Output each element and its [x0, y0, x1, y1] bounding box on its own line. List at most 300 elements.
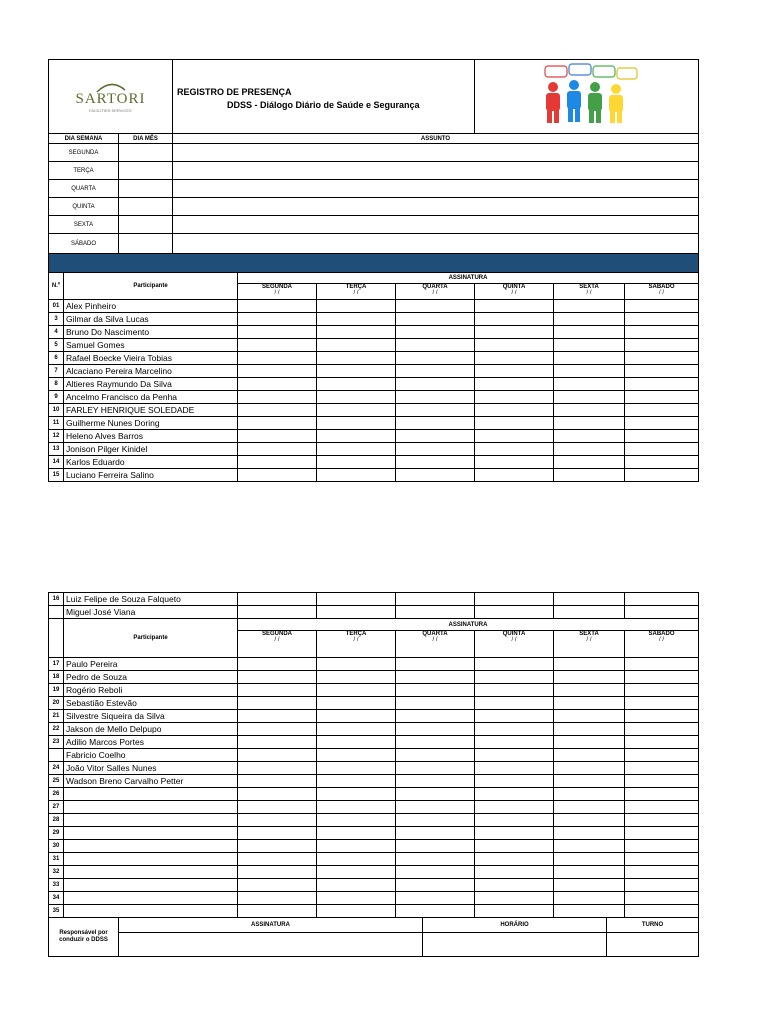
signature-cell[interactable] [238, 352, 317, 365]
signature-cell[interactable] [475, 814, 554, 827]
signature-cell[interactable] [396, 788, 475, 801]
signature-cell[interactable] [238, 365, 317, 378]
table-row [49, 658, 699, 671]
participant-name: Miguel José Viana [64, 606, 238, 619]
signature-cell[interactable] [475, 827, 554, 840]
signature-cell[interactable] [554, 905, 625, 918]
signature-cell[interactable] [317, 391, 396, 404]
signature-cell[interactable] [238, 339, 317, 352]
signature-cell[interactable] [625, 788, 699, 801]
signature-cell[interactable] [475, 326, 554, 339]
signature-cell[interactable] [475, 456, 554, 469]
signature-cell[interactable] [317, 723, 396, 736]
signature-cell[interactable] [238, 697, 317, 710]
signature-cell[interactable] [317, 684, 396, 697]
signature-cell[interactable] [238, 456, 317, 469]
signature-cell[interactable] [238, 749, 317, 762]
signature-cell[interactable] [475, 339, 554, 352]
signature-cell[interactable] [396, 313, 475, 326]
signature-cell[interactable] [238, 736, 317, 749]
title-cell [173, 60, 475, 134]
date-input[interactable] [119, 216, 173, 234]
signature-cell[interactable] [625, 879, 699, 892]
footer-time-input[interactable] [423, 933, 607, 957]
day-name: SÁBADO [648, 631, 675, 637]
signature-cell[interactable] [396, 365, 475, 378]
signature-cell[interactable] [238, 866, 317, 879]
logo-text: SARTORI [75, 91, 146, 107]
signature-cell[interactable] [625, 905, 699, 918]
signature-cell[interactable] [475, 684, 554, 697]
date-slash: / / [511, 290, 517, 296]
signature-cell[interactable] [317, 905, 396, 918]
signature-cell[interactable] [625, 762, 699, 775]
signature-cell[interactable] [625, 723, 699, 736]
signature-cell[interactable] [238, 658, 317, 671]
signature-cell[interactable] [625, 378, 699, 391]
signature-cell[interactable] [475, 866, 554, 879]
signature-cell[interactable] [317, 313, 396, 326]
table-row [49, 606, 699, 619]
signature-cell[interactable] [317, 853, 396, 866]
signature-cell[interactable] [317, 697, 396, 710]
signature-cell[interactable] [475, 671, 554, 684]
signature-cell[interactable] [625, 866, 699, 879]
signature-cell[interactable] [625, 365, 699, 378]
attendance-table-1 [48, 272, 699, 482]
signature-cell[interactable] [625, 593, 699, 606]
signature-cell[interactable] [396, 814, 475, 827]
signature-cell[interactable] [317, 300, 396, 313]
signature-cell[interactable] [238, 443, 317, 456]
signature-cell[interactable] [554, 365, 625, 378]
signature-cell[interactable] [475, 788, 554, 801]
date-input[interactable] [119, 234, 173, 254]
signature-cell[interactable] [396, 443, 475, 456]
signature-cell[interactable] [625, 827, 699, 840]
day-column-header [625, 284, 699, 300]
signature-cell[interactable] [238, 326, 317, 339]
signature-cell[interactable] [396, 378, 475, 391]
row-number: 4 [49, 326, 64, 339]
row-number [49, 606, 64, 619]
signature-cell[interactable] [554, 404, 625, 417]
signature-cell[interactable] [475, 840, 554, 853]
signature-cell[interactable] [396, 391, 475, 404]
signature-cell[interactable] [625, 710, 699, 723]
signature-cell[interactable] [554, 749, 625, 762]
signature-cell[interactable] [396, 593, 475, 606]
signature-cell[interactable] [238, 892, 317, 905]
signature-cell[interactable] [317, 827, 396, 840]
row-number: 7 [49, 365, 64, 378]
row-number: 3 [49, 313, 64, 326]
signature-cell[interactable] [554, 469, 625, 482]
table-row [49, 801, 699, 814]
signature-cell[interactable] [396, 866, 475, 879]
signature-cell[interactable] [554, 697, 625, 710]
signature-cell[interactable] [317, 606, 396, 619]
day-name: SEXTA [579, 284, 599, 290]
signature-cell[interactable] [625, 606, 699, 619]
signature-cell[interactable] [554, 736, 625, 749]
signature-cell[interactable] [475, 853, 554, 866]
table-row [49, 456, 699, 469]
signature-cell[interactable] [396, 697, 475, 710]
signature-cell[interactable] [475, 775, 554, 788]
signature-cell[interactable] [475, 606, 554, 619]
signature-cell[interactable] [317, 593, 396, 606]
signature-cell[interactable] [625, 313, 699, 326]
signature-cell[interactable] [396, 606, 475, 619]
signature-cell[interactable] [317, 879, 396, 892]
footer-signature-input[interactable] [119, 933, 423, 957]
date-input[interactable] [119, 198, 173, 216]
participant-name: Adilio Marcos Portes [64, 736, 238, 749]
signature-cell[interactable] [554, 352, 625, 365]
signature-cell[interactable] [396, 658, 475, 671]
subject-input[interactable] [173, 144, 699, 162]
attendance-table-2 [48, 592, 699, 918]
signature-cell[interactable] [554, 326, 625, 339]
signature-cell[interactable] [396, 723, 475, 736]
signature-cell[interactable] [238, 853, 317, 866]
signature-cell[interactable] [475, 378, 554, 391]
date-input[interactable] [119, 162, 173, 180]
signature-cell[interactable] [238, 723, 317, 736]
signature-cell[interactable] [475, 879, 554, 892]
signature-cell[interactable] [317, 365, 396, 378]
signature-cell[interactable] [475, 352, 554, 365]
day-column-header [554, 284, 625, 300]
signature-cell[interactable] [475, 469, 554, 482]
signature-cell[interactable] [317, 892, 396, 905]
signature-cell[interactable] [625, 339, 699, 352]
table-row [49, 736, 699, 749]
signature-cell[interactable] [317, 814, 396, 827]
signature-cell[interactable] [554, 378, 625, 391]
signature-cell[interactable] [317, 339, 396, 352]
signature-cell[interactable] [475, 313, 554, 326]
signature-cell[interactable] [317, 775, 396, 788]
signature-cell[interactable] [554, 606, 625, 619]
signature-cell[interactable] [238, 801, 317, 814]
signature-cell[interactable] [625, 443, 699, 456]
row-number: 25 [49, 775, 64, 788]
signature-cell[interactable] [238, 762, 317, 775]
signature-cell[interactable] [554, 593, 625, 606]
row-number: 21 [49, 710, 64, 723]
signature-cell[interactable] [317, 710, 396, 723]
signature-cell[interactable] [317, 469, 396, 482]
signature-cell[interactable] [475, 736, 554, 749]
signature-cell[interactable] [238, 879, 317, 892]
signature-cell[interactable] [317, 378, 396, 391]
signature-cell[interactable] [396, 404, 475, 417]
signature-cell[interactable] [396, 892, 475, 905]
signature-cell[interactable] [625, 326, 699, 339]
signature-cell[interactable] [238, 593, 317, 606]
signature-cell[interactable] [475, 430, 554, 443]
participant-name [64, 840, 238, 853]
participant-name: Samuel Gomes [64, 339, 238, 352]
participant-name [64, 801, 238, 814]
signature-cell[interactable] [238, 404, 317, 417]
signature-cell[interactable] [396, 801, 475, 814]
signature-cell[interactable] [396, 326, 475, 339]
signature-cell[interactable] [475, 801, 554, 814]
footer-shift-input[interactable] [607, 933, 699, 957]
signature-cell[interactable] [317, 788, 396, 801]
signature-cell[interactable] [238, 905, 317, 918]
signature-cell[interactable] [317, 866, 396, 879]
signature-cell[interactable] [625, 658, 699, 671]
signature-cell[interactable] [625, 775, 699, 788]
participant-name: Rafael Boecke Vieira Tobias [64, 352, 238, 365]
signature-cell[interactable] [317, 736, 396, 749]
signature-cell[interactable] [238, 840, 317, 853]
signature-cell[interactable] [625, 736, 699, 749]
signature-cell[interactable] [475, 365, 554, 378]
day-column-header [554, 631, 625, 658]
signature-cell[interactable] [396, 762, 475, 775]
footer-table [48, 917, 699, 957]
signature-cell[interactable] [238, 814, 317, 827]
col-number [49, 619, 64, 658]
signature-cell[interactable] [238, 788, 317, 801]
signature-cell[interactable] [554, 710, 625, 723]
page-subtitle: DDSS - Diálogo Diário de Saúde e Segurança [227, 100, 420, 110]
signature-cell[interactable] [475, 404, 554, 417]
signature-cell[interactable] [396, 456, 475, 469]
signature-cell[interactable] [554, 801, 625, 814]
signature-cell[interactable] [554, 788, 625, 801]
signature-cell[interactable] [554, 300, 625, 313]
signature-cell[interactable] [554, 879, 625, 892]
signature-cell[interactable] [625, 430, 699, 443]
signature-cell[interactable] [625, 840, 699, 853]
header-table [48, 59, 699, 134]
signature-cell[interactable] [625, 417, 699, 430]
signature-cell[interactable] [554, 775, 625, 788]
date-input[interactable] [119, 144, 173, 162]
signature-cell[interactable] [554, 456, 625, 469]
date-slash: / / [353, 290, 359, 296]
signature-cell[interactable] [475, 905, 554, 918]
signature-cell[interactable] [475, 762, 554, 775]
subject-input[interactable] [173, 234, 699, 254]
signature-cell[interactable] [396, 352, 475, 365]
signature-cell[interactable] [625, 456, 699, 469]
signature-cell[interactable] [625, 391, 699, 404]
signature-cell[interactable] [396, 905, 475, 918]
signature-cell[interactable] [396, 775, 475, 788]
signature-cell[interactable] [554, 762, 625, 775]
signature-cell[interactable] [238, 671, 317, 684]
table-row [49, 378, 699, 391]
signature-cell[interactable] [396, 736, 475, 749]
row-number: 24 [49, 762, 64, 775]
signature-cell[interactable] [554, 814, 625, 827]
row-number: 29 [49, 827, 64, 840]
signature-cell[interactable] [317, 762, 396, 775]
table-row [49, 365, 699, 378]
responsible-label: Responsável por conduzir o DDSS [49, 918, 119, 957]
signature-cell[interactable] [475, 593, 554, 606]
row-number: 31 [49, 853, 64, 866]
signature-cell[interactable] [238, 684, 317, 697]
signature-cell[interactable] [625, 469, 699, 482]
day-column-header [317, 284, 396, 300]
subject-input[interactable] [173, 180, 699, 198]
day-column-header [396, 631, 475, 658]
signature-cell[interactable] [396, 749, 475, 762]
signature-cell[interactable] [238, 391, 317, 404]
signature-cell[interactable] [554, 417, 625, 430]
participant-name [64, 879, 238, 892]
signature-cell[interactable] [317, 840, 396, 853]
signature-cell[interactable] [396, 300, 475, 313]
signature-cell[interactable] [238, 710, 317, 723]
signature-cell[interactable] [396, 469, 475, 482]
date-slash: / / [274, 290, 280, 296]
participant-name: Altieres Raymundo Da Silva [64, 378, 238, 391]
signature-cell[interactable] [475, 892, 554, 905]
row-number: 20 [49, 697, 64, 710]
signature-cell[interactable] [317, 671, 396, 684]
signature-cell[interactable] [317, 749, 396, 762]
signature-cell[interactable] [238, 430, 317, 443]
subject-input[interactable] [173, 162, 699, 180]
signature-cell[interactable] [554, 840, 625, 853]
signature-cell[interactable] [317, 456, 396, 469]
signature-cell[interactable] [238, 775, 317, 788]
signature-cell[interactable] [238, 313, 317, 326]
signature-cell[interactable] [475, 723, 554, 736]
signature-cell[interactable] [317, 443, 396, 456]
signature-cell[interactable] [317, 658, 396, 671]
table-row [49, 671, 699, 684]
participant-name [64, 905, 238, 918]
signature-cell[interactable] [554, 866, 625, 879]
signature-cell[interactable] [396, 710, 475, 723]
signature-cell[interactable] [317, 352, 396, 365]
row-number [49, 749, 64, 762]
signature-cell[interactable] [475, 710, 554, 723]
signature-cell[interactable] [625, 671, 699, 684]
day-label: QUARTA [49, 180, 119, 198]
signature-cell[interactable] [475, 697, 554, 710]
signature-cell[interactable] [238, 417, 317, 430]
day-column-header [238, 631, 317, 658]
signature-cell[interactable] [396, 879, 475, 892]
signature-cell[interactable] [396, 339, 475, 352]
signature-cell[interactable] [625, 853, 699, 866]
signature-cell[interactable] [625, 300, 699, 313]
participant-name: João Vitor Salles Nunes [64, 762, 238, 775]
signature-cell[interactable] [625, 352, 699, 365]
signature-cell[interactable] [625, 892, 699, 905]
signature-cell[interactable] [396, 417, 475, 430]
signature-cell[interactable] [475, 300, 554, 313]
signature-cell[interactable] [317, 801, 396, 814]
subject-input[interactable] [173, 216, 699, 234]
signature-cell[interactable] [238, 827, 317, 840]
signature-cell[interactable] [625, 814, 699, 827]
signature-cell[interactable] [554, 723, 625, 736]
day-name: TERÇA [345, 631, 367, 637]
signature-cell[interactable] [554, 671, 625, 684]
signature-cell[interactable] [625, 801, 699, 814]
signature-cell[interactable] [554, 430, 625, 443]
signature-cell[interactable] [396, 840, 475, 853]
row-number: 14 [49, 456, 64, 469]
signature-cell[interactable] [554, 827, 625, 840]
row-number: 17 [49, 658, 64, 671]
signature-cell[interactable] [554, 853, 625, 866]
day-name: SEGUNDA [261, 284, 292, 290]
col-signature: ASSINATURA [238, 273, 699, 284]
signature-cell[interactable] [317, 404, 396, 417]
table-row [49, 391, 699, 404]
table-row [49, 417, 699, 430]
signature-cell[interactable] [554, 339, 625, 352]
participant-name: Jakson de Mello Delpupo [64, 723, 238, 736]
signature-cell[interactable] [238, 469, 317, 482]
signature-cell[interactable] [396, 684, 475, 697]
date-input[interactable] [119, 180, 173, 198]
row-number: 8 [49, 378, 64, 391]
signature-cell[interactable] [625, 749, 699, 762]
signature-cell[interactable] [475, 749, 554, 762]
table-row [49, 840, 699, 853]
table-row [49, 788, 699, 801]
signature-cell[interactable] [475, 391, 554, 404]
signature-cell[interactable] [396, 430, 475, 443]
day-column-header [317, 631, 396, 658]
signature-cell[interactable] [475, 658, 554, 671]
signature-cell[interactable] [238, 300, 317, 313]
signature-cell[interactable] [396, 853, 475, 866]
signature-cell[interactable] [554, 684, 625, 697]
signature-cell[interactable] [475, 443, 554, 456]
signature-cell[interactable] [238, 378, 317, 391]
row-number: 33 [49, 879, 64, 892]
signature-cell[interactable] [554, 313, 625, 326]
signature-cell[interactable] [625, 684, 699, 697]
signature-cell[interactable] [554, 391, 625, 404]
signature-cell[interactable] [625, 697, 699, 710]
subject-input[interactable] [173, 198, 699, 216]
day-name: TERÇA [345, 284, 367, 290]
table-row [49, 430, 699, 443]
signature-cell[interactable] [396, 827, 475, 840]
row-number: 01 [49, 300, 64, 313]
signature-cell[interactable] [238, 606, 317, 619]
date-slash: / / [432, 637, 438, 643]
signature-cell[interactable] [317, 417, 396, 430]
signature-cell[interactable] [475, 417, 554, 430]
signature-cell[interactable] [396, 671, 475, 684]
signature-cell[interactable] [554, 443, 625, 456]
signature-cell[interactable] [625, 404, 699, 417]
participant-name: Gilmar da Silva Lucas [64, 313, 238, 326]
signature-cell[interactable] [317, 430, 396, 443]
signature-cell[interactable] [554, 892, 625, 905]
day-label: SEXTA [49, 216, 119, 234]
signature-cell[interactable] [554, 658, 625, 671]
signature-cell[interactable] [317, 326, 396, 339]
